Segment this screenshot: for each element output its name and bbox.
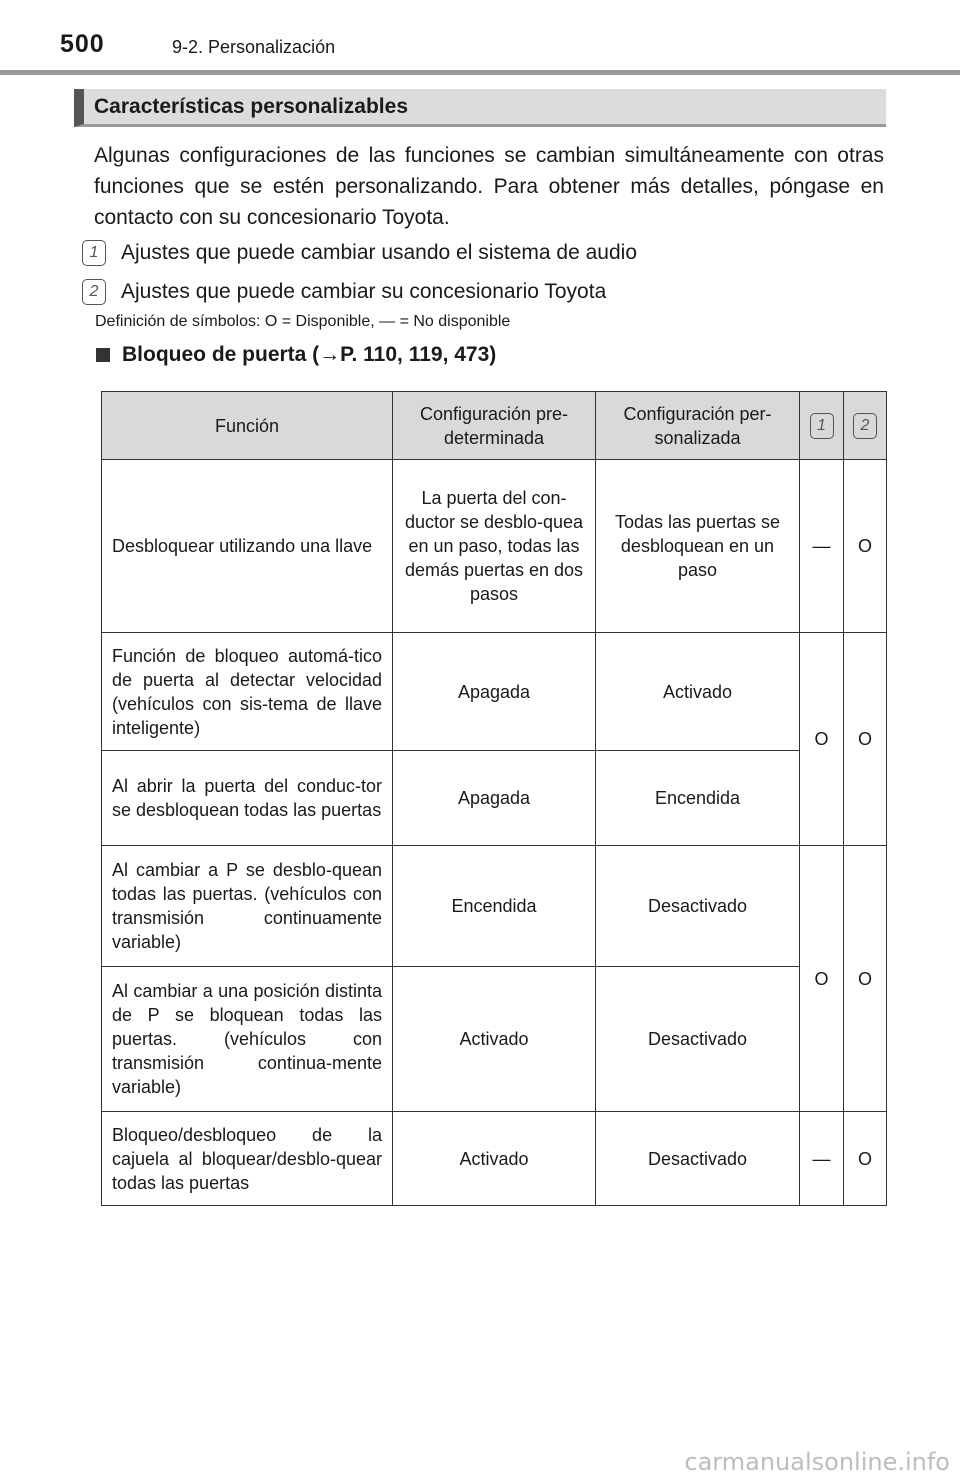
custom-cell: Desactivado <box>596 1112 800 1206</box>
custom-cell: Encendida <box>596 751 800 846</box>
availability-2-cell: O <box>844 846 887 1112</box>
custom-cell: Activado <box>596 633 800 751</box>
custom-cell: Todas las puertas se desbloquean en un paso <box>596 460 800 633</box>
default-cell: Encendida <box>393 846 596 967</box>
table-row <box>102 751 887 846</box>
availability-1-cell: O <box>800 633 844 846</box>
table-row <box>102 846 887 967</box>
number-2-icon: 2 <box>82 279 106 305</box>
column-header-function: Función <box>102 392 393 460</box>
table-row <box>102 1112 887 1206</box>
symbol-definition: Definición de símbolos: O = Disponible, — = No disponible <box>95 313 511 330</box>
default-cell: Apagada <box>393 633 596 751</box>
custom-cell: Desactivado <box>596 967 800 1112</box>
function-cell: Bloqueo/desbloqueo de la cajuela al bloquear/desblo-quear todas las puertas <box>102 1112 393 1206</box>
legend-item <box>80 277 606 307</box>
function-cell: Al abrir la puerta del conduc-tor se desbloquean todas las puertas <box>102 751 393 846</box>
number-2-icon: 2 <box>853 413 877 439</box>
availability-1-cell: O <box>800 846 844 1112</box>
function-cell: Función de bloqueo automá-tico de puerta al detectar velocidad (vehículos con sis-tema de llave inteligente) <box>102 633 393 751</box>
section-title-text: Características personalizables <box>94 94 408 118</box>
subheading <box>96 343 496 367</box>
custom-cell: Desactivado <box>596 846 800 967</box>
availability-2-cell: O <box>844 460 887 633</box>
section-title <box>74 89 886 127</box>
default-cell: Activado <box>393 1112 596 1206</box>
table-row <box>102 967 887 1112</box>
legend-text: Ajustes que puede cambiar usando el sistema de audio <box>121 241 637 264</box>
section-reference: 9-2. Personalización <box>172 37 336 57</box>
function-cell: Al cambiar a una posición distinta de P se bloquean todas las puertas. (vehículos con transmisión continua-mente variable) <box>102 967 393 1112</box>
page-number: 500 <box>60 30 105 58</box>
intro-paragraph: Algunas configuraciones de las funciones se cambian simultáneamente con otras funciones que se estén personalizando. Para obtener más detalles, póngase en contacto con su concesionario Toyota. <box>94 144 884 229</box>
legend-item <box>80 238 637 268</box>
column-header-2 <box>844 392 887 460</box>
subheading-text: Bloqueo de puerta (→P. 110, 119, 473) <box>122 343 497 366</box>
legend-text: Ajustes que puede cambiar su concesionario Toyota <box>121 280 607 303</box>
availability-1-cell: — <box>800 1112 844 1206</box>
default-cell: Activado <box>393 967 596 1112</box>
square-bullet-icon <box>96 348 110 362</box>
number-1-icon: 1 <box>810 413 834 439</box>
table-row <box>102 633 887 751</box>
column-header-1 <box>800 392 844 460</box>
watermark: carmanualsonline.info <box>684 1448 950 1476</box>
availability-1-cell: — <box>800 460 844 633</box>
column-header-default: Configuración pre-determinada <box>393 392 596 460</box>
default-cell: La puerta del con-ductor se desblo-quea en un paso, todas las demás puertas en dos pasos <box>393 460 596 633</box>
number-1-icon: 1 <box>82 240 106 266</box>
default-cell: Apagada <box>393 751 596 846</box>
settings-table <box>101 391 887 1206</box>
function-cell: Desbloquear utilizando una llave <box>102 460 393 633</box>
function-cell: Al cambiar a P se desblo-quean todas las puertas. (vehículos con transmisión continuamente variable) <box>102 846 393 967</box>
availability-2-cell: O <box>844 633 887 846</box>
availability-2-cell: O <box>844 1112 887 1206</box>
table-row <box>102 460 887 633</box>
column-header-custom: Configuración per-sonalizada <box>596 392 800 460</box>
header-divider <box>0 70 960 75</box>
table-header-row <box>102 392 887 460</box>
